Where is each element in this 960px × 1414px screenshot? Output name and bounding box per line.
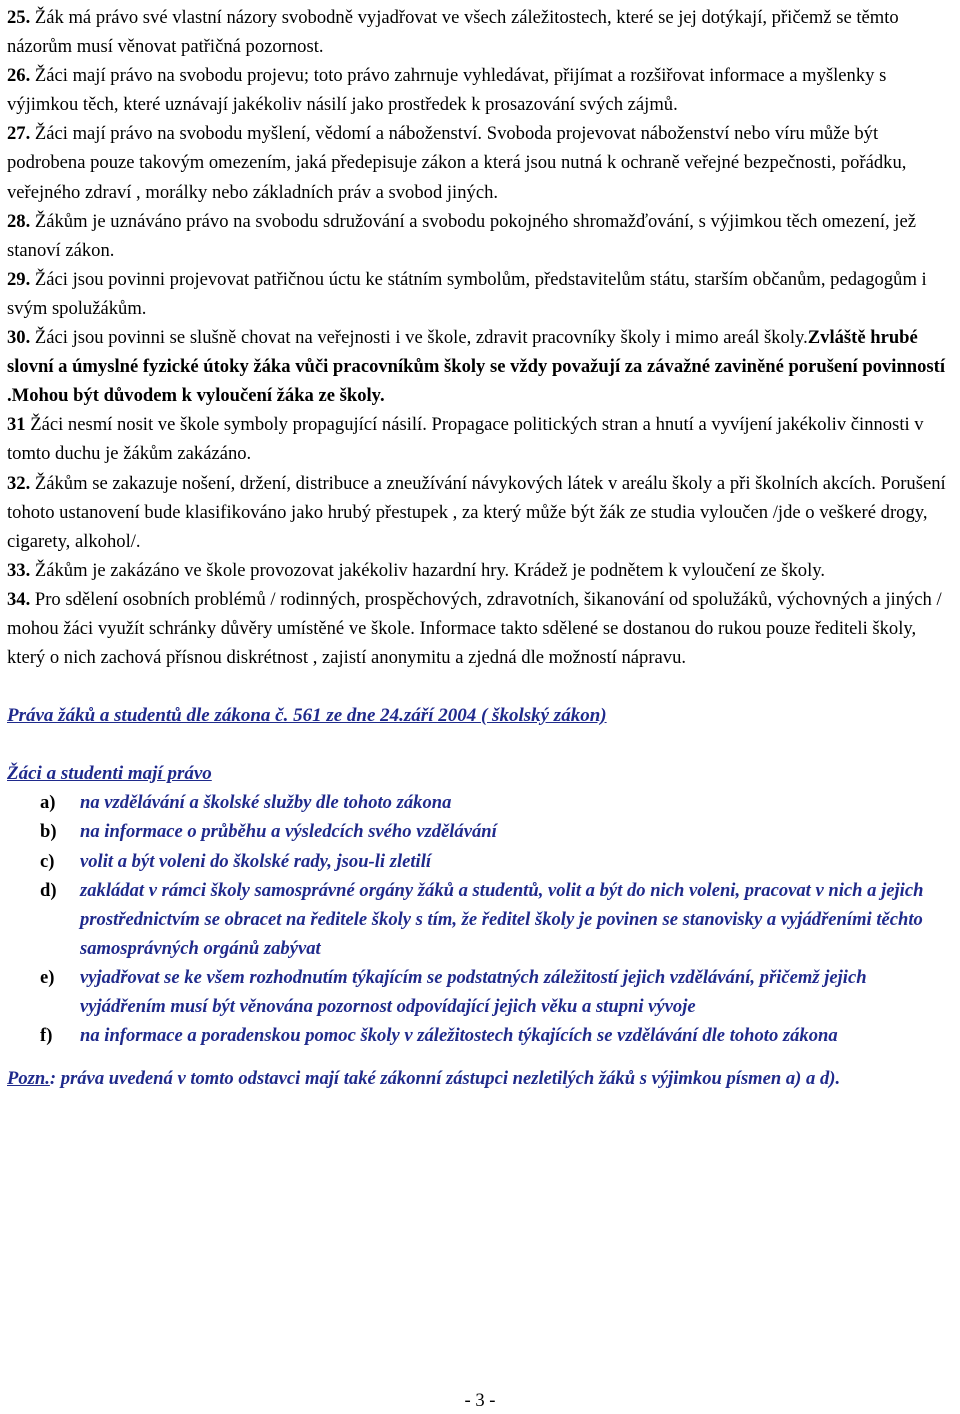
rule-paragraph	[7, 207, 954, 265]
rule-number: 30.	[7, 327, 31, 349]
rule-text: Žáci nesmí nosit ve škole symboly propagující násilí. Propagace politických stran a hnutí a vyvíjení jakékoliv činnosti v tomto duchu je žákům zakázáno.	[7, 414, 924, 465]
rule-paragraph	[7, 3, 954, 61]
law-heading	[7, 701, 954, 730]
rights-list	[7, 788, 954, 1050]
section-gap	[7, 1050, 954, 1064]
rule-text: Žák má právo své vlastní názory svobodně vyjadřovat ve všech záležitostech, které se jej dotýkají, přičemž se těmto názorům musí věnovat patřičná pozornost.	[7, 7, 899, 58]
rights-item-text: vyjadřovat se ke všem rozhodnutím týkajícím se podstatných záležitostí jejich vzdělávání, přičemž jejich vyjádřením musí být věnována pozornost odpovídající jejich věku a stupni vývoje	[80, 966, 867, 1017]
rights-item-letter: c)	[40, 850, 55, 872]
rights-item-text: na informace o průběhu a výsledcích svého vzdělávání	[80, 821, 497, 843]
rights-list-item	[7, 876, 954, 963]
rule-text: Žákům je zakázáno ve škole provozovat jakékoliv hazardní hry. Krádež je podnětem k vyloučení ze školy.	[30, 559, 826, 581]
rule-text: Žákům se zakazuje nošení, držení, distribuce a zneužívání návykových látek v areálu školy a při školních akcích. Porušení tohoto ustanovení bude klasifikováno jako hrubý přestupek , za který může být žák ze studia vyloučen /jde o veškeré drogy, cigarety, alkohol/.	[7, 472, 946, 552]
rule-text: Pro sdělení osobních problémů / rodinných, prospěchových, zdravotních, šikanování od spolužáků, výchovných a jiných / mohou žáci využít schránky důvěry umístěné ve škole. Informace takto sdělené se dostanou do rukou pouze řediteli školy, který o nich zachová přísnou diskrétnost , zajistí anonymitu a zjedná dle možností nápravu.	[7, 588, 942, 669]
section-gap	[7, 730, 954, 759]
rights-title-text: Žáci a studenti mají právo	[7, 763, 212, 785]
rights-item-text: na informace a poradenskou pomoc školy v záležitostech týkajících se vzdělávání dle tohoto zákona	[80, 1025, 838, 1047]
rights-list-item	[7, 847, 954, 876]
rule-number: 29.	[7, 268, 31, 290]
rule-paragraph	[7, 556, 954, 585]
rights-item-letter: a)	[40, 792, 56, 814]
rights-item-text: zakládat v rámci školy samosprávné orgány žáků a studentů, volit a být do nich voleni, pracovat v nich a jejich prostřednictvím se obracet na ředitele školy s tím, že ředitel školy je povinen se stanovisky a vyjádřeními těchto samosprávných orgánů zabývat	[80, 879, 924, 959]
rule-emphasis: Zvláště hrubé slovní a úmyslné fyzické útoky žáka vůči pracovníkům školy se vždy považují za závažné zaviněné porušení povinností .Mohou být důvodem k vyloučení žáka ze školy.	[7, 327, 946, 407]
rights-list-item	[7, 817, 954, 846]
rule-number: 27.	[7, 123, 31, 145]
rule-paragraph	[7, 410, 954, 468]
rule-paragraph	[7, 265, 954, 323]
rule-number: 25.	[7, 7, 31, 28]
rule-number: 31	[7, 414, 26, 436]
rule-number: 32.	[7, 472, 31, 494]
rights-list-item	[7, 963, 954, 1021]
rights-list-item	[7, 1021, 954, 1050]
rule-paragraph	[7, 119, 954, 206]
rule-paragraph	[7, 585, 954, 672]
rule-number: 26.	[7, 65, 31, 87]
rights-item-letter: d)	[40, 879, 57, 901]
rule-text: Žáci jsou povinni projevovat patřičnou úctu ke státním symbolům, představitelům státu, starším občanům, pedagogům i svým spolužákům.	[7, 268, 927, 319]
rights-item-letter: e)	[40, 966, 55, 988]
rule-text: Žáci mají právo na svobodu myšlení, vědomí a náboženství. Svoboda projevovat náboženství nebo víru může být podrobena pouze takovým omezením, jaká předepisuje zákon a která jsou nutná k ochraně veřejné bezpečnosti, pořádku, veřejného zdraví , morálky nebo základních práv a svobod jiných.	[7, 123, 907, 203]
note-text: : práva uvedená v tomto odstavci mají také zákonní zástupci nezletilých žáků s výjimkou písmen a) a d).	[49, 1068, 841, 1090]
rights-list-item	[7, 788, 954, 817]
rights-item-letter: f)	[40, 1025, 53, 1047]
note	[7, 1064, 954, 1093]
rights-item-text: na vzdělávání a školské služby dle tohoto zákona	[80, 792, 452, 814]
rule-number: 28.	[7, 210, 31, 232]
rule-number: 33.	[7, 559, 31, 581]
rule-text: Žákům je uznáváno právo na svobodu sdružování a svobodu pokojného shromažďování, s výjimkou těch omezení, jež stanoví zákon.	[7, 210, 916, 261]
rule-paragraph	[7, 323, 954, 410]
law-heading-text: Práva žáků a studentů dle zákona č. 561 ze dne 24.září 2004 ( školský zákon)	[7, 705, 607, 727]
rights-item-text: volit a být voleni do školské rady, jsou-li zletilí	[80, 850, 432, 872]
section-gap	[7, 672, 954, 701]
page-number: - 3 -	[464, 1390, 496, 1411]
rules-list	[7, 3, 954, 672]
rule-text: Žáci jsou povinni se slušně chovat na veřejnosti i ve škole, zdravit pracovníky školy i mimo areál školy.	[30, 327, 808, 349]
rule-paragraph	[7, 61, 954, 119]
rule-number: 34.	[7, 588, 31, 610]
rights-item-letter: b)	[40, 821, 57, 843]
rule-text: Žáci mají právo na svobodu projevu; toto právo zahrnuje vyhledávat, přijímat a rozšiřovat informace a myšlenky s výjimkou těch, které uznávají jakékoliv násilí jako prostředek k prosazování svých zájmů.	[7, 65, 887, 116]
rights-title	[7, 759, 954, 788]
rule-paragraph	[7, 469, 954, 556]
note-label: Pozn.	[7, 1068, 50, 1090]
